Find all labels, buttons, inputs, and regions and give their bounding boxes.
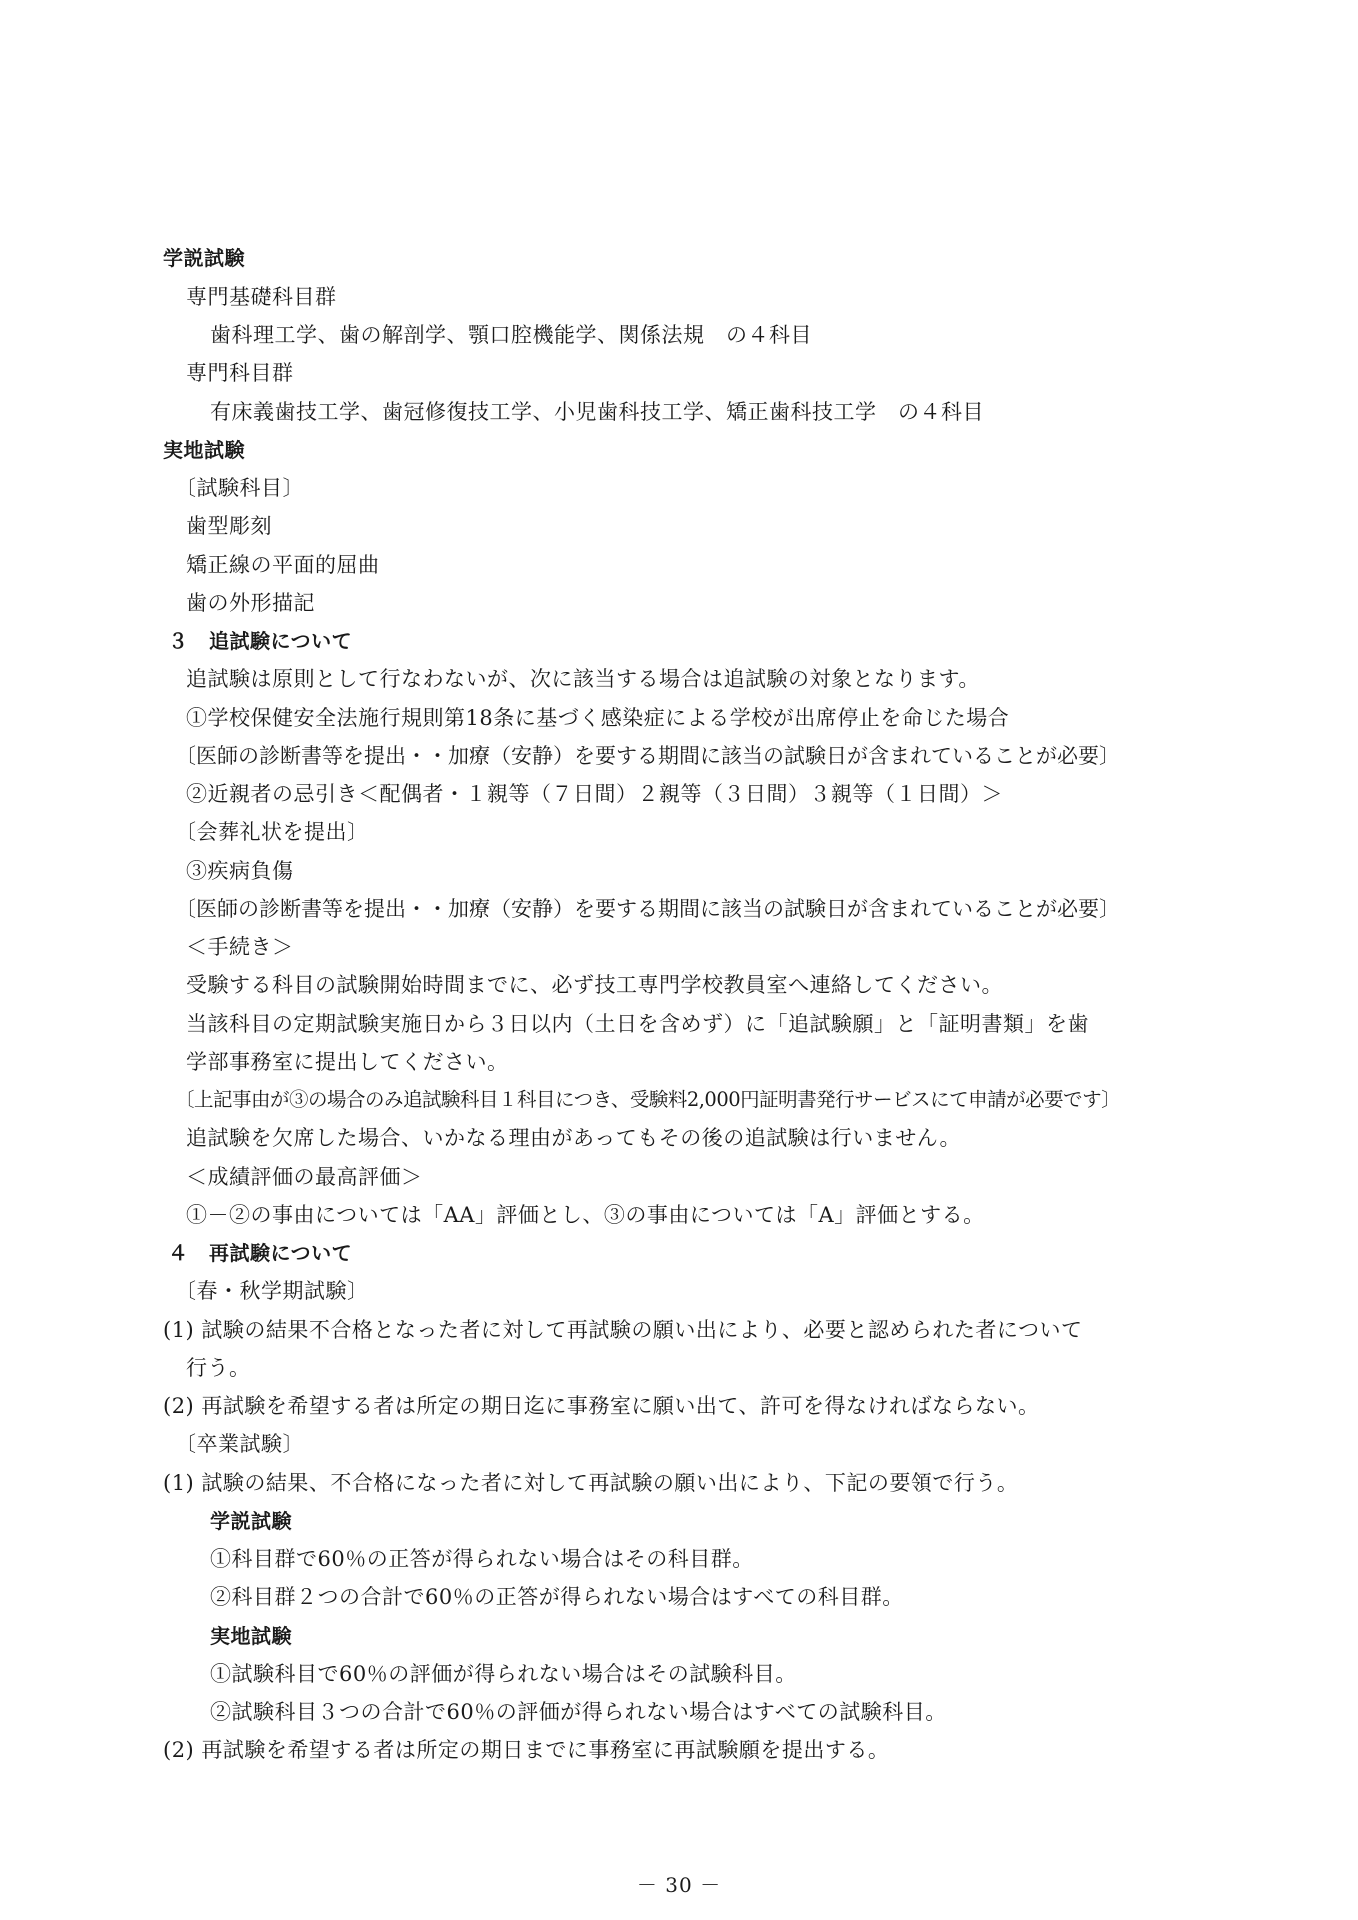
senmon-kiso-heading: 専門基礎科目群 [186, 285, 337, 309]
page-number: － 30 － [636, 1873, 722, 1897]
jitchi-item: 歯型彫刻 [186, 514, 272, 538]
sotsugyo-jitchi-item: ②試験科目３つの合計で60％の評価が得られない場合はすべての試験科目。 [210, 1700, 947, 1724]
section3-line: 〔上記事由が③の場合のみ追試験科目１科目につき、受験料2,000円証明書発行サービスにて申請が必要です〕 [175, 1088, 1121, 1111]
section3-line: ①－②の事由については「AA」評価とし、③の事由については「A」評価とする。 [186, 1203, 985, 1227]
sotsugyo-gakusetsu-item: ①科目群で60％の正答が得られない場合はその科目群。 [210, 1547, 754, 1571]
shiken-kamoku-label: 〔試験科目〕 [175, 476, 304, 500]
shunshu-label: 〔春・秋学期試験〕 [175, 1279, 369, 1303]
sotsugyo-jitchi-item: ①試験科目で60％の評価が得られない場合はその試験科目。 [210, 1662, 797, 1686]
shunshu-item: (2) 再試験を希望する者は所定の期日迄に事務室に願い出て、許可を得なければならない。 [163, 1394, 1040, 1418]
senmon-heading: 専門科目群 [186, 361, 294, 385]
sotsugyo-jitchi-heading: 実地試験 [210, 1624, 292, 1648]
jitchi-item: 歯の外形描記 [186, 591, 315, 615]
jitchi-heading: 実地試験 [163, 438, 245, 462]
sotsugyo-gakusetsu-heading: 学説試験 [210, 1509, 292, 1533]
senmon-kiso-subjects: 歯科理工学、歯の解剖学、顎口腔機能学、関係法規 の４科目 [210, 323, 812, 347]
section3-line: ①学校保健安全法施行規則第18条に基づく感染症による学校が出席停止を命じた場合 [186, 706, 1010, 730]
section3-line: 〔会葬礼状を提出〕 [175, 820, 369, 844]
jitchi-item: 矯正線の平面的屈曲 [186, 553, 380, 577]
section3-line: 追試験は原則として行なわないが、次に該当する場合は追試験の対象となります。 [186, 667, 980, 691]
section3-line: 追試験を欠席した場合、いかなる理由があってもその後の追試験は行いません。 [186, 1126, 962, 1150]
sotsugyo-label: 〔卒業試験〕 [175, 1432, 304, 1456]
section3-line: 当該科目の定期試験実施日から３日以内（土日を含めず）に「追試験願」と「証明書類」を歯 [186, 1012, 1089, 1036]
sotsugyo-item: (1) 試験の結果、不合格になった者に対して再試験の願い出により、下記の要領で行う。 [163, 1471, 1019, 1495]
section3-line: ＜手続き＞ [186, 935, 294, 959]
sotsugyo-item: (2) 再試験を希望する者は所定の期日までに事務室に再試験願を提出する。 [163, 1738, 890, 1762]
sotsugyo-gakusetsu-item: ②科目群２つの合計で60％の正答が得られない場合はすべての科目群。 [210, 1585, 904, 1609]
section3-line: 学部事務室に提出してください。 [186, 1050, 509, 1074]
section3-line: ②近親者の忌引き＜配偶者・１親等（７日間）２親等（３日間）３親等（１日間）＞ [186, 782, 1003, 806]
section3-line: 受験する科目の試験開始時間までに、必ず技工専門学校教員室へ連絡してください。 [186, 973, 1003, 997]
shunshu-item-continuation: 行う。 [186, 1356, 251, 1380]
gakusetsu-heading: 学説試験 [163, 246, 245, 270]
section4-heading: ４ 再試験について [168, 1241, 353, 1265]
section3-heading: ３ 追試験について [168, 629, 353, 653]
shunshu-item: (1) 試験の結果不合格となった者に対して再試験の願い出により、必要と認められた者について [163, 1318, 1083, 1342]
section3-line: 〔医師の診断書等を提出・・加療（安静）を要する期間に該当の試験日が含まれていることが必要〕 [175, 744, 1120, 768]
senmon-subjects: 有床義歯技工学、歯冠修復技工学、小児歯科技工学、矯正歯科技工学 の４科目 [210, 400, 984, 424]
section3-line: 〔医師の診断書等を提出・・加療（安静）を要する期間に該当の試験日が含まれていることが必要〕 [175, 897, 1120, 921]
section3-line: ＜成績評価の最高評価＞ [186, 1165, 423, 1189]
section3-line: ③疾病負傷 [186, 859, 294, 883]
